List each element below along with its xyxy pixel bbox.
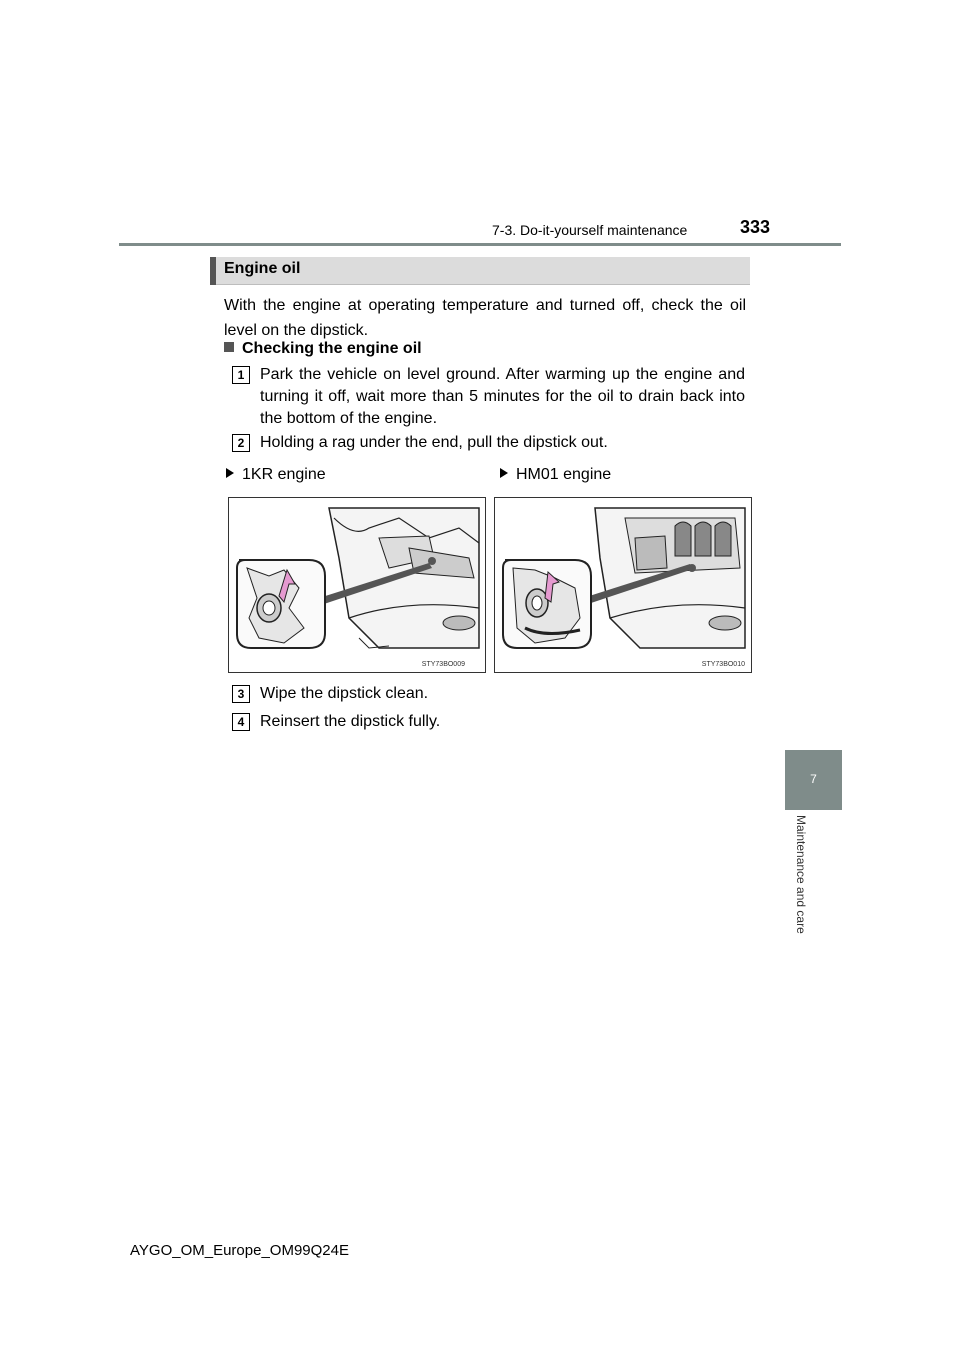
page-number: 333 [740,217,771,237]
footer-doc-id: AYGO_OM_Europe_OM99Q24E [130,1242,349,1259]
step-number-1: 1 [232,366,250,384]
step-number-2: 2 [232,434,250,452]
step-number-4: 4 [232,713,250,731]
section-heading: Engine oil [224,260,301,277]
triangle-bullet-icon [226,468,234,478]
figure-code-hm01: STY73BO010 [701,661,745,668]
figure-hm01-engine [494,497,752,673]
sub-heading-text: Checking the engine oil [242,340,422,357]
section-title: 7-3. Do-it-yourself maintenance [492,222,688,238]
step-text-4: Reinsert the dipstick fully. [260,713,441,730]
figure-label-hm01: HM01 engine [500,466,611,484]
square-bullet-icon [224,342,234,352]
chapter-number: 7 [810,772,817,786]
header-rule [119,243,841,246]
sub-heading [224,340,422,358]
engine-illustration-1kr [229,498,485,672]
triangle-bullet-icon [500,468,508,478]
step-text-2: Holding a rag under the end, pull the dipstick out. [260,434,608,451]
step-text-3: Wipe the dipstick clean. [260,685,429,702]
intro-paragraph: With the engine at operating temperature and turned off, check the oil level on the dipstick. [224,297,746,339]
step-text-1: Park the vehicle on level ground. After warming up the engine and turning it off, wait more than 5 minutes for the oil to drain back into the bottom of the engine. [260,366,745,427]
figure-1kr-engine [228,497,486,673]
figure-label-1kr: 1KR engine [226,466,326,484]
heading-marker [210,257,216,285]
step-number-3: 3 [232,685,250,703]
engine-illustration-hm01 [495,498,751,672]
figure-code-1kr: STY73BO009 [421,661,465,668]
chapter-label: Maintenance and care [794,815,808,934]
